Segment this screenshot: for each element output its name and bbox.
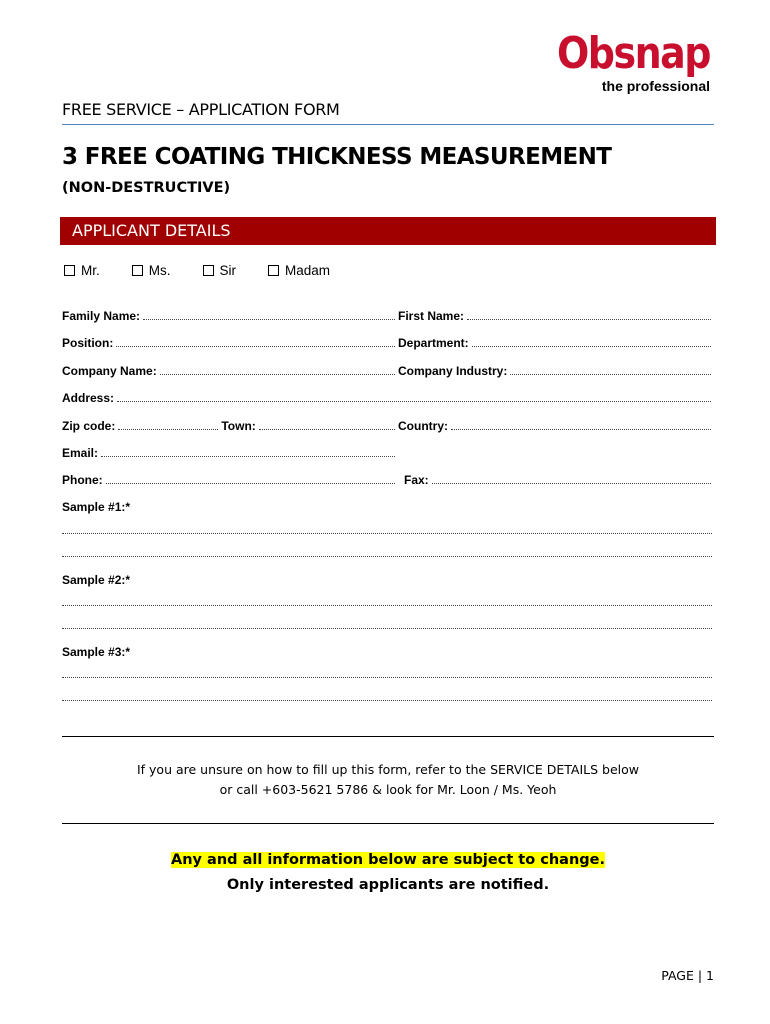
fax-field[interactable]: [432, 472, 711, 484]
company-industry-field[interactable]: [510, 363, 711, 375]
company-row: [62, 363, 714, 379]
change-notice-line-1: Any and all information below are subject to change.: [170, 852, 605, 868]
sample-1-line-2[interactable]: [62, 555, 712, 557]
town-field[interactable]: [259, 418, 395, 430]
logo-tagline: the professional: [601, 78, 710, 94]
country-label: Country:: [398, 419, 448, 433]
sample-3-line-1[interactable]: [62, 676, 712, 678]
applicant-details-banner: APPLICANT DETAILS: [60, 217, 716, 245]
position-row: [62, 335, 714, 351]
department-label: Department:: [398, 336, 469, 350]
sample-3-line-2[interactable]: [62, 699, 712, 701]
salutation-label: Madam: [285, 263, 331, 278]
family-name-field[interactable]: [143, 308, 395, 320]
change-notice-line-2: Only interested applicants are notified.: [226, 877, 550, 893]
change-notice: [62, 848, 714, 898]
phone-label: Phone:: [62, 473, 103, 487]
location-row: [62, 418, 714, 434]
checkbox-madam[interactable]: [268, 265, 279, 276]
page-number: PAGE | 1: [661, 968, 714, 983]
name-row: [62, 308, 714, 324]
salutation-ms[interactable]: [132, 263, 171, 278]
zip-code-field[interactable]: [118, 418, 218, 430]
salutation-label: Ms.: [148, 263, 171, 278]
email-field[interactable]: [101, 445, 395, 457]
header-divider: [62, 124, 714, 125]
checkbox-sir[interactable]: [203, 265, 214, 276]
address-row: [62, 390, 714, 406]
salutation-label: Sir: [219, 263, 236, 278]
town-label: Town:: [221, 419, 256, 433]
checkbox-ms[interactable]: [132, 265, 143, 276]
page-title: 3 FREE COATING THICKNESS MEASUREMENT: [62, 144, 612, 170]
sample-2-line-2[interactable]: [62, 627, 712, 629]
zip-code-label: Zip code:: [62, 419, 116, 433]
help-note-line-1: If you are unsure on how to fill up this form, refer to the SERVICE DETAILS below: [136, 762, 640, 777]
salutation-mr[interactable]: [64, 263, 100, 278]
country-field[interactable]: [451, 418, 711, 430]
sample-2-label: Sample #2:*: [62, 573, 131, 587]
sample-2-line-1[interactable]: [62, 604, 712, 606]
help-note-line-2: or call +603-5621 5786 & look for Mr. Loon / Ms. Yeoh: [219, 782, 557, 797]
salutation-label: Mr.: [81, 263, 100, 278]
sample-1-label: Sample #1:*: [62, 500, 131, 514]
divider-top: [62, 736, 714, 737]
company-name-field[interactable]: [160, 363, 395, 375]
sample-1-line-1[interactable]: [62, 532, 712, 534]
email-row: [62, 445, 714, 461]
first-name-field[interactable]: [467, 308, 711, 320]
department-field[interactable]: [472, 335, 711, 347]
address-field[interactable]: [117, 390, 711, 402]
position-label: Position:: [62, 336, 114, 350]
sample-3-label: Sample #3:*: [62, 645, 131, 659]
salutation-sir[interactable]: [203, 263, 237, 278]
logo-brand: Obsnap: [556, 27, 710, 79]
checkbox-mr[interactable]: [64, 265, 75, 276]
company-industry-label: Company Industry:: [398, 364, 508, 378]
page-subtitle: (NON-DESTRUCTIVE): [62, 180, 231, 196]
divider-bottom: [62, 823, 714, 824]
address-label: Address:: [62, 391, 115, 405]
company-name-label: Company Name:: [62, 364, 157, 378]
help-note: [62, 760, 714, 800]
fax-label: Fax:: [404, 473, 429, 487]
position-field[interactable]: [116, 335, 395, 347]
phone-field[interactable]: [106, 472, 395, 484]
family-name-label: Family Name:: [62, 309, 141, 323]
company-logo: [556, 27, 710, 94]
form-title: FREE SERVICE – APPLICATION FORM: [62, 100, 340, 119]
first-name-label: First Name:: [398, 309, 465, 323]
email-label: Email:: [62, 446, 99, 460]
salutation-madam[interactable]: [268, 263, 330, 278]
salutation-options: [64, 263, 362, 278]
phone-row: [62, 472, 714, 488]
